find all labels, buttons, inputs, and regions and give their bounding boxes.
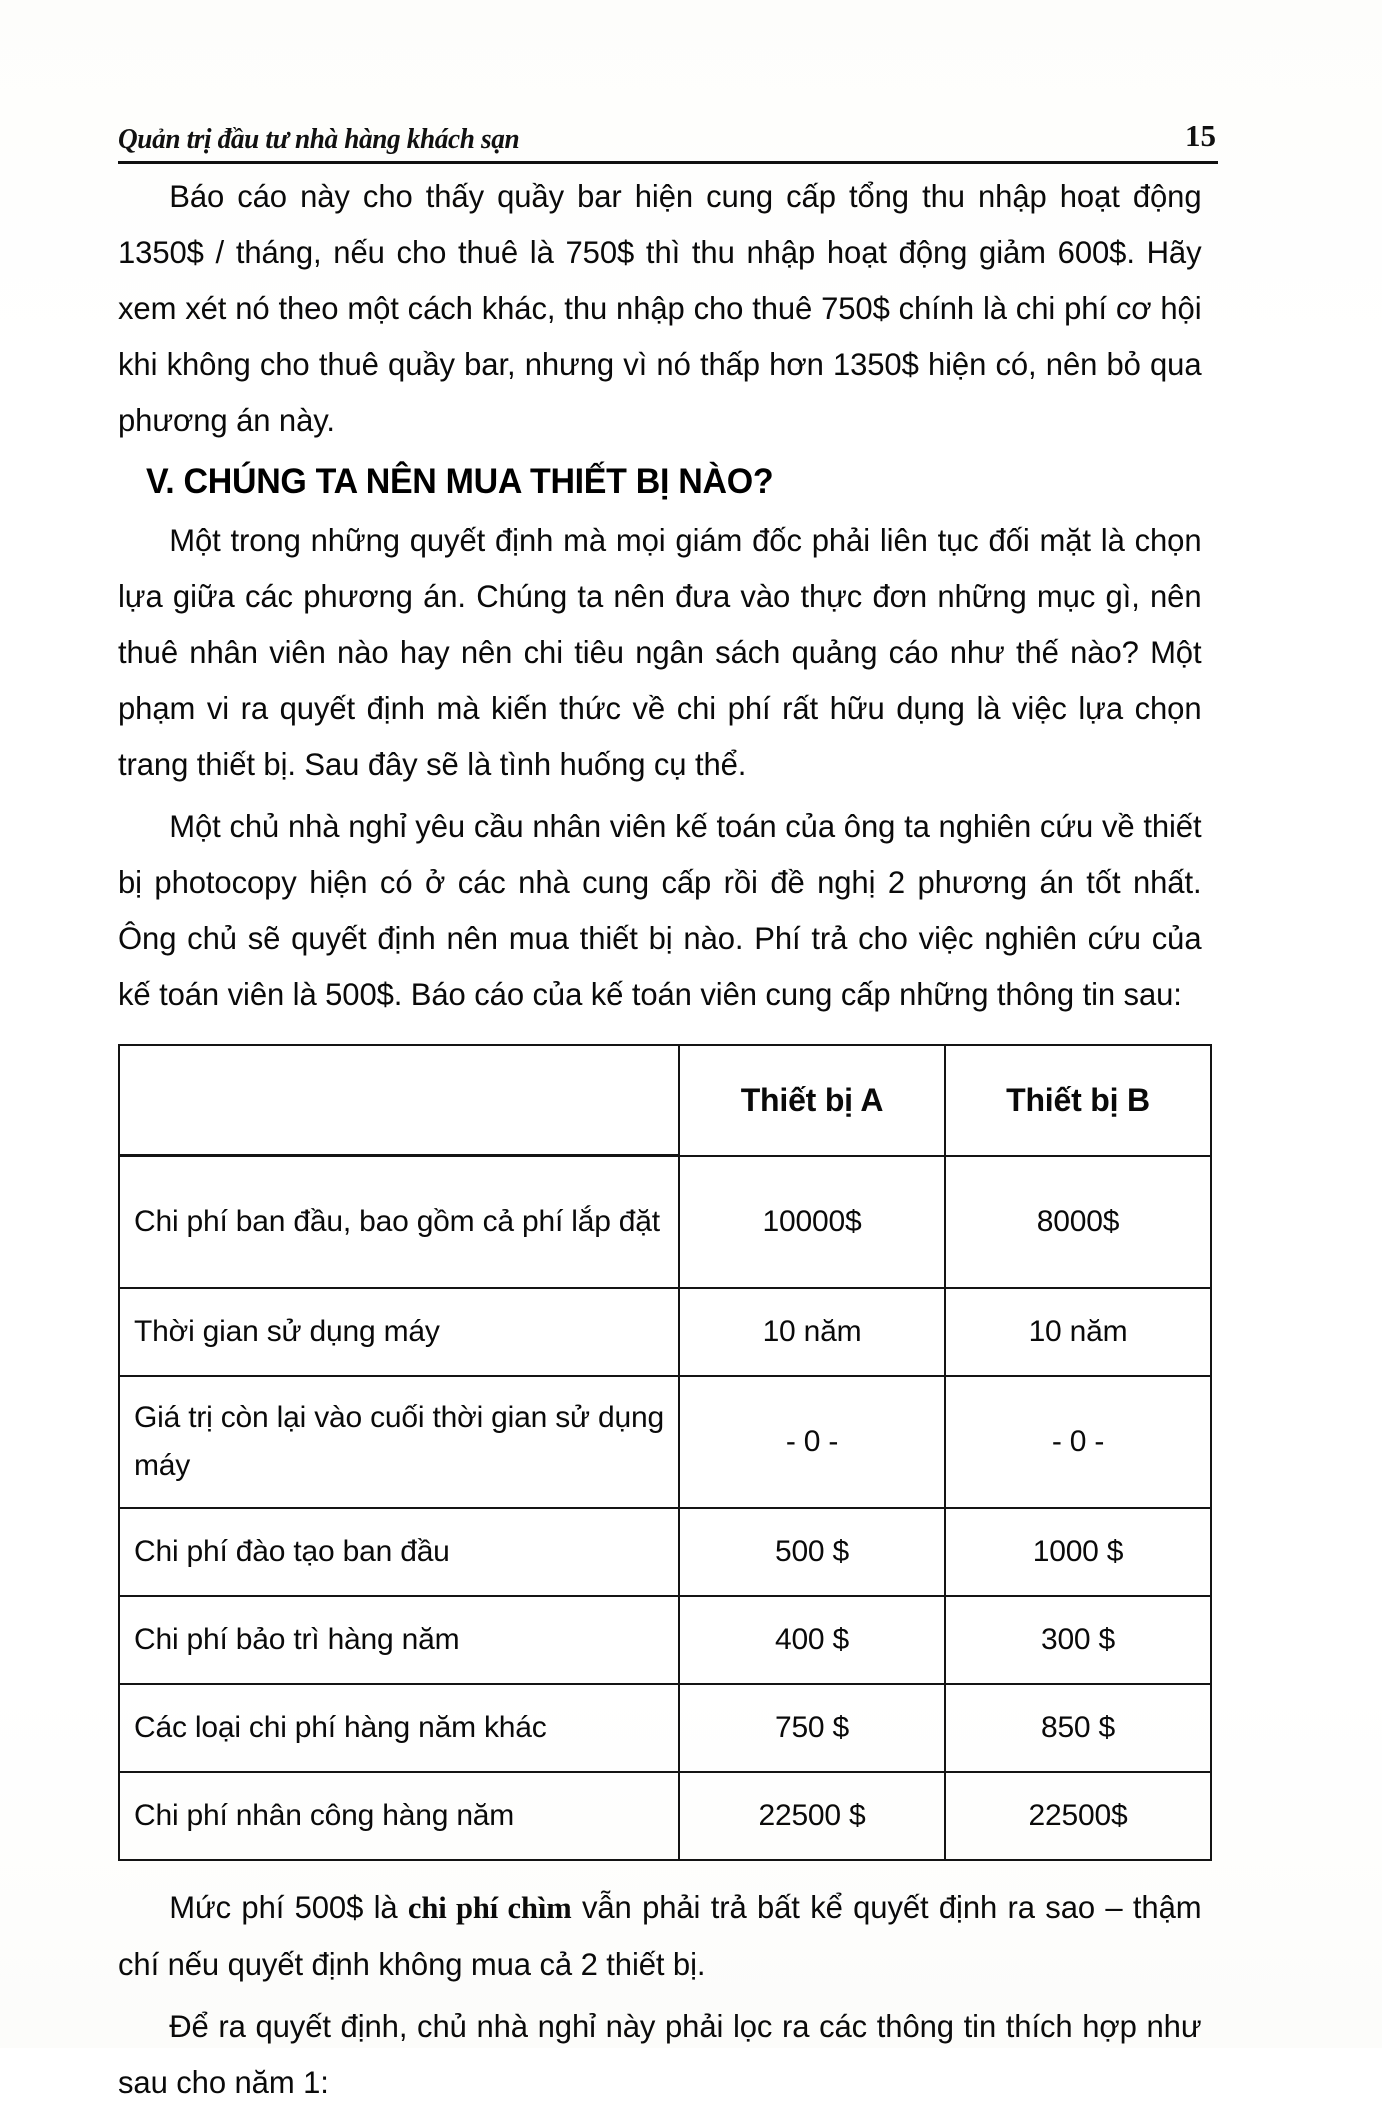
table-row <box>119 1508 1211 1596</box>
table-row <box>119 1772 1211 1860</box>
paragraph-5: Để ra quyết định, chủ nhà nghỉ này phải lọc ra các thông tin thích hợp như sau cho năm 1: <box>118 2008 1202 2100</box>
row-label: Giá trị còn lại vào cuối thời gian sử dụng máy <box>119 1376 679 1508</box>
row-label: Thời gian sử dụng máy <box>119 1288 679 1376</box>
table-row <box>119 1288 1211 1376</box>
section-heading: V. CHÚNG TA NÊN MUA THIẾT BỊ NÀO? <box>146 462 774 501</box>
table-row <box>119 1596 1211 1684</box>
row-value-b: 850 $ <box>945 1684 1211 1772</box>
paragraph-4-after: vẫn phải trả bất kể quyết định ra sao – thậm chí nếu quyết định không mua cả 2 thiết bị. <box>118 1889 1202 1982</box>
running-header <box>118 96 1218 168</box>
row-label: Chi phí bảo trì hàng năm <box>119 1596 679 1684</box>
table-row <box>119 1684 1211 1772</box>
paragraph-3: Một chủ nhà nghỉ yêu cầu nhân viên kế toán của ông ta nghiên cứu về thiết bị photocopy hiện có ở các nhà cung cấp rồi đề nghị 2 phương án tốt nhất. Ông chủ sẽ quyết định nên mua thiết bị nào. Phí trả cho việc nghiên cứu của kế toán viên là 500$. Báo cáo của kế toán viên cung cấp những thông tin sau: <box>118 808 1202 1012</box>
sunk-cost-term: chi phí chìm <box>407 1890 572 1925</box>
paragraph-4 <box>118 1879 1202 1992</box>
table-row <box>119 1376 1211 1508</box>
row-label: Chi phí ban đầu, bao gồm cả phí lắp đặt <box>119 1156 679 1289</box>
table-header-blank <box>119 1045 679 1156</box>
row-label: Chi phí nhân công hàng năm <box>119 1772 679 1860</box>
table-header-device-a: Thiết bị A <box>679 1045 945 1156</box>
paragraph-2: Một trong những quyết định mà mọi giám đốc phải liên tục đối mặt là chọn lựa giữa các phương án. Chúng ta nên đưa vào thực đơn những mục gì, nên thuê nhân viên nào hay nên chi tiêu ngân sách quảng cáo như thế nào? Một phạm vi ra quyết định mà kiến thức về chi phí rất hữu dụng là việc lựa chọn trang thiết bị. Sau đây sẽ là tình huống cụ thể. <box>118 522 1202 782</box>
row-value-b: - 0 - <box>945 1376 1211 1508</box>
row-value-a: 10000$ <box>679 1156 945 1289</box>
table-row <box>119 1156 1211 1289</box>
equipment-cost-table <box>118 1044 1210 1861</box>
row-value-a: 750 $ <box>679 1684 945 1772</box>
row-value-a: - 0 - <box>679 1376 945 1508</box>
row-value-b: 22500$ <box>945 1772 1211 1860</box>
row-value-a: 500 $ <box>679 1508 945 1596</box>
paragraph-1: Báo cáo này cho thấy quầy bar hiện cung cấp tổng thu nhập hoạt động 1350$ / tháng, nếu cho thuê là 750$ thì thu nhập hoạt động giảm 600$. Hãy xem xét nó theo một cách khác, thu nhập cho thuê 750$ chính là chi phí cơ hội khi không cho thuê quầy bar, nhưng vì nó thấp hơn 1350$ hiện có, nên bỏ qua phương án này. <box>118 178 1202 438</box>
row-value-b: 1000 $ <box>945 1508 1211 1596</box>
row-label: Các loại chi phí hàng năm khác <box>119 1684 679 1772</box>
header-divider <box>118 161 1218 164</box>
row-value-b: 300 $ <box>945 1596 1211 1684</box>
page-content <box>118 0 1218 2110</box>
row-value-a: 22500 $ <box>679 1772 945 1860</box>
row-label: Chi phí đào tạo ban đầu <box>119 1508 679 1596</box>
table-header-row <box>119 1045 1211 1156</box>
row-value-b: 10 năm <box>945 1288 1211 1376</box>
table-header-device-b: Thiết bị B <box>945 1045 1211 1156</box>
page-number: 15 <box>1185 118 1216 153</box>
row-value-a: 10 năm <box>679 1288 945 1376</box>
row-value-a: 400 $ <box>679 1596 945 1684</box>
row-value-b: 8000$ <box>945 1156 1211 1289</box>
paragraph-4-before: Mức phí 500$ là <box>169 1889 408 1925</box>
book-title: Quản trị đầu tư nhà hàng khách sạn <box>118 123 520 155</box>
